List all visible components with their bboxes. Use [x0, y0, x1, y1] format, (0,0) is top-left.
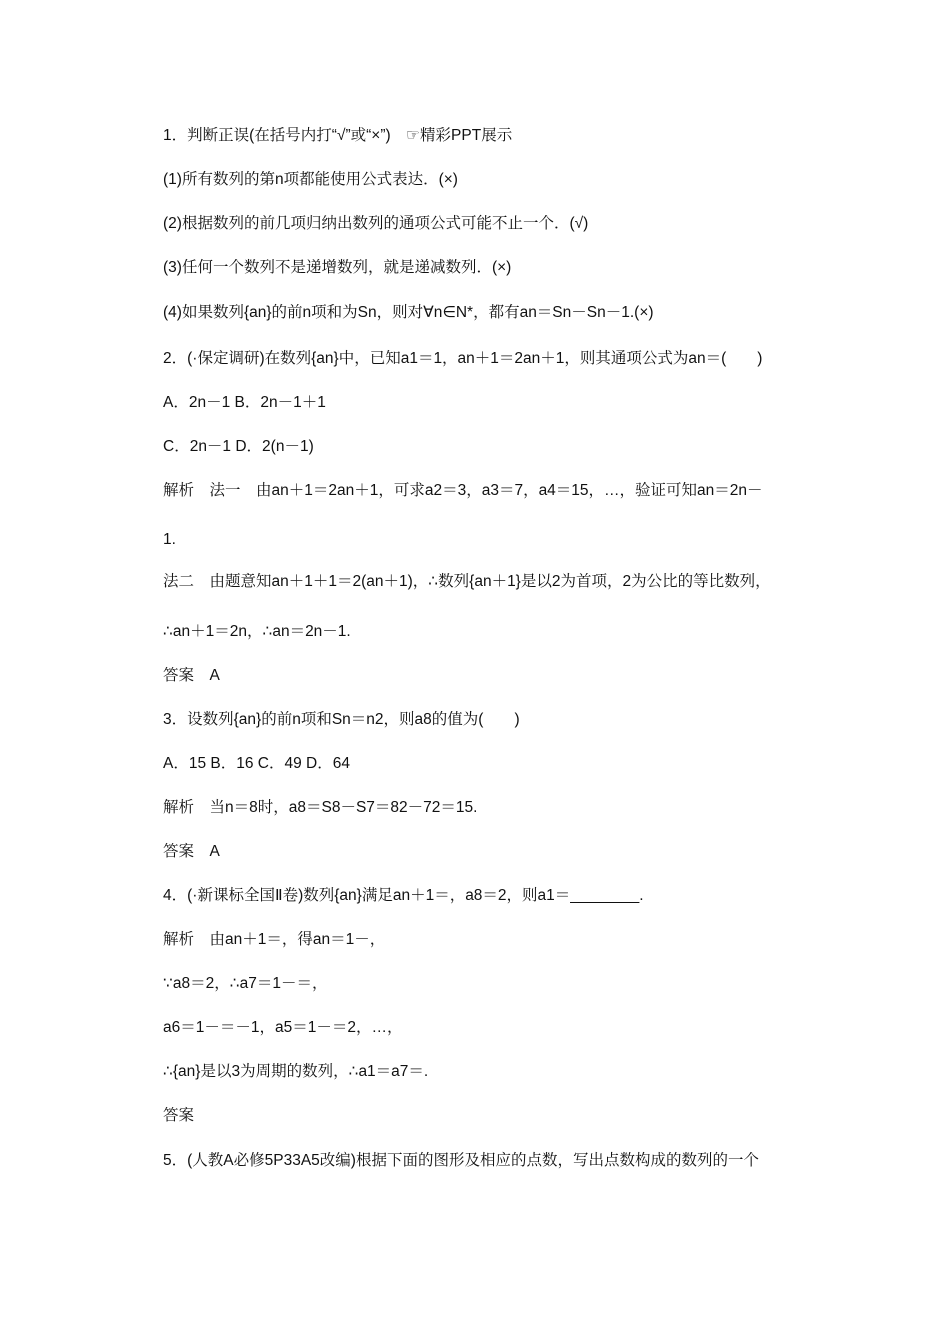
- question-3-options: A．15 B．16 C．49 D．64: [163, 755, 350, 772]
- question-2-analysis-method-2-end: ∴an＋1＝2n，∴an＝2n－1.: [163, 623, 351, 640]
- question-1-item-4: (4)如果数列{an}的前n项和为Sn，则对∀n∈N*，都有an＝Sn－Sn－1.(×): [163, 304, 654, 321]
- question-3-answer: 答案 A: [163, 843, 220, 860]
- question-2-stem: 2．(·保定调研)在数列{an}中，已知a1＝1，an＋1＝2an＋1，则其通项公式为an＝( ): [163, 350, 763, 367]
- question-4-stem: 4．(·新课标全国Ⅱ卷)数列{an}满足an＋1＝，a8＝2，则a1＝________.: [163, 887, 644, 904]
- question-1-item-2: (2)根据数列的前几项归纳出数列的通项公式可能不止一个．(√): [163, 215, 589, 232]
- question-4-analysis-3: a6＝1－＝－1，a5＝1－＝2，…，: [163, 1019, 403, 1036]
- question-2-analysis-method-1: 解析 法一 由an＋1＝2an＋1，可求a2＝3，a3＝7，a4＝15，…，验证可知an＝2n－: [163, 482, 763, 499]
- question-2-analysis-method-2: 法二 由题意知an＋1＋1＝2(an＋1)，∴数列{an＋1}是以2为首项，2为公比的等比数列，: [163, 573, 771, 590]
- question-5-stem: 5．(人教A必修5P33A5改编)根据下面的图形及相应的点数，写出点数构成的数列的一个: [163, 1152, 759, 1169]
- question-4-analysis-2: ∵a8＝2，∴a7＝1－＝，: [163, 975, 328, 992]
- question-2-options-ab: A．2n－1 B．2n－1＋1: [163, 394, 326, 411]
- question-3-analysis: 解析 当n＝8时，a8＝S8－S7＝82－72＝15.: [163, 799, 478, 816]
- question-2-answer: 答案 A: [163, 667, 220, 684]
- question-4-analysis-4: ∴{an}是以3为周期的数列，∴a1＝a7＝.: [163, 1063, 429, 1080]
- question-2-analysis-method-1-end: 1.: [163, 531, 176, 548]
- question-1-item-3: (3)任何一个数列不是递增数列，就是递减数列．(×): [163, 259, 512, 276]
- question-1-item-1: (1)所有数列的第n项都能使用公式表达．(×): [163, 171, 458, 188]
- question-4-answer: 答案: [163, 1107, 195, 1124]
- question-4-analysis-1: 解析 由an＋1＝，得an＝1－，: [163, 931, 386, 948]
- question-3-stem: 3．设数列{an}的前n项和Sn＝n2，则a8的值为( ): [163, 711, 520, 728]
- question-2-options-cd: C．2n－1 D．2(n－1): [163, 438, 314, 455]
- question-1-title: 1．判断正误(在括号内打“√”或“×”) ☞精彩PPT展示: [163, 127, 513, 144]
